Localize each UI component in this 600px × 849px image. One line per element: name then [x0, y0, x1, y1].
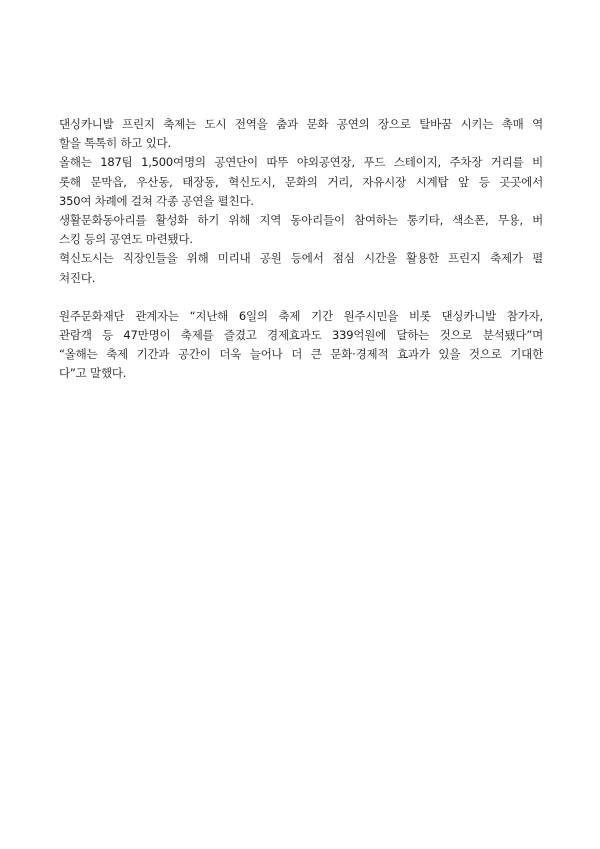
paragraph-spacer — [59, 288, 543, 307]
paragraph-3 — [59, 211, 543, 249]
text-line: 쳐진다. — [59, 270, 96, 285]
text-line: 스킹 등의 공연도 마련됐다. — [59, 232, 193, 247]
article-body — [59, 115, 543, 384]
text-line: 생활문화동아리를 활성화 하기 위해 지역 동아리들이 참여하는 통키타, 색소폰, 무용, 버 — [59, 213, 543, 228]
paragraph-5-quote — [59, 307, 543, 384]
paragraph-4 — [59, 249, 543, 287]
text-line: 다”고 말했다. — [59, 366, 127, 381]
text-line: 올해는 187팀 1,500여명의 공연단이 따뚜 야외공연장, 푸드 스테이지, 주차장 거리를 비 — [59, 155, 543, 170]
text-line: 관람객 등 47만명이 축제를 즐겼고 경제효과도 339억원에 달하는 것으로 분석됐다”며 — [59, 328, 543, 343]
text-line: 350여 차례에 걸쳐 각종 공연을 펼친다. — [59, 193, 254, 208]
paragraph-1 — [59, 115, 543, 153]
text-line: 원주문화재단 관계자는 “지난해 6일의 축제 기간 원주시민을 비롯 댄싱카니발 참가자, — [59, 308, 543, 323]
paragraph-2 — [59, 153, 543, 211]
text-line: 댄싱카니발 프린지 축제는 도시 전역을 춤과 문화 공연의 장으로 탈바꿈 시키는 촉매 역 — [59, 117, 543, 131]
text-line: 혁신도시는 직장인들을 위해 미리내 공원 등에서 점심 시간을 활용한 프린지 축제가 펼 — [59, 251, 543, 266]
text-line: 롯해 문막읍, 우산동, 태장동, 혁신도시, 문화의 거리, 자유시장 시계탑 앞 등 곳곳에서 — [59, 174, 543, 189]
text-line: 할을 톡톡히 하고 있다. — [59, 136, 172, 151]
text-line: “올해는 축제 기간과 공간이 더욱 늘어나 더 큰 문화·경제적 효과가 있을 것으로 기대한 — [59, 347, 543, 362]
